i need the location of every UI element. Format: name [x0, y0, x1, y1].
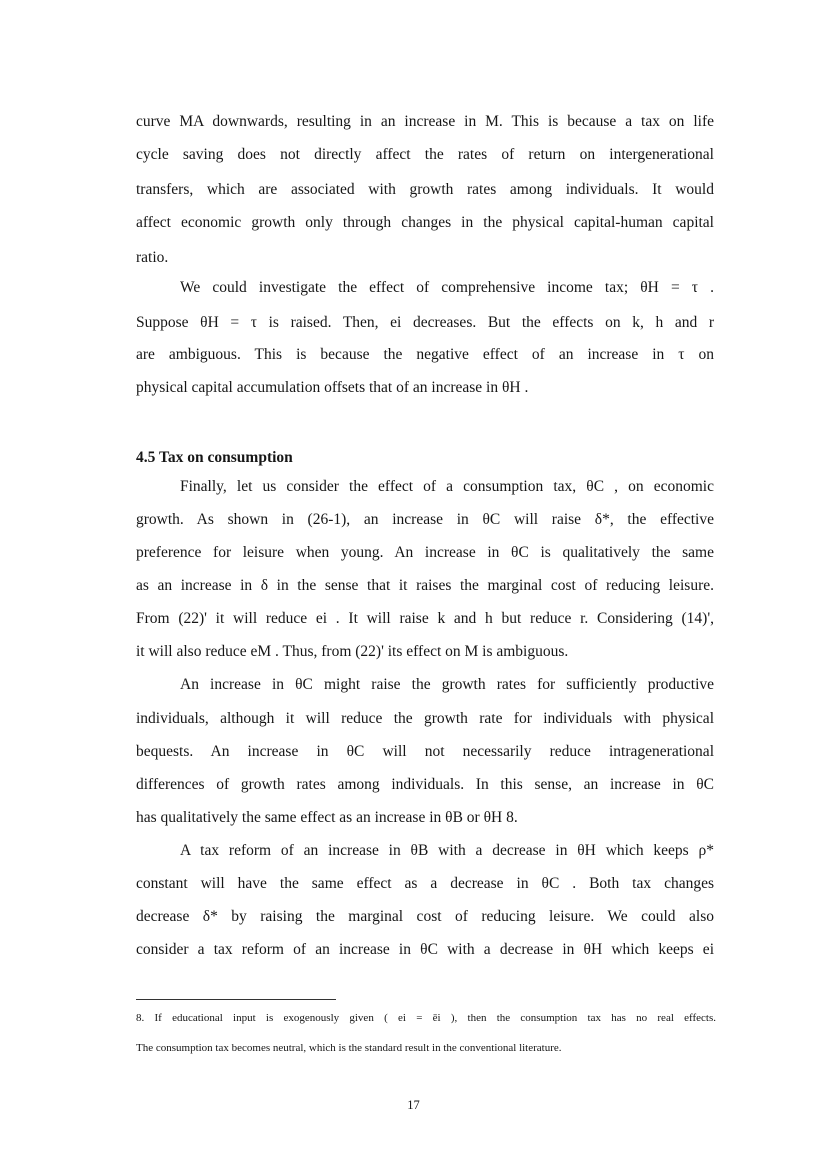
- body-line: constant will have the same effect as a decrease in θC . Both tax changes: [136, 875, 714, 892]
- body-line: has qualitatively the same effect as an increase in θB or θH 8.: [136, 809, 518, 826]
- body-line: as an increase in δ in the sense that it raises the marginal cost of reducing leisure.: [136, 577, 714, 594]
- body-line: curve MA downwards, resulting in an increase in M. This is because a tax on life: [136, 113, 714, 130]
- body-line: An increase in θC might raise the growth rates for sufficiently productive: [180, 676, 714, 693]
- footnote-line: 8. If educational input is exogenously given ( ei = ēi ), then the consumption tax has no real effects.: [136, 1012, 716, 1024]
- body-line: growth. As shown in (26-1), an increase in θC will raise δ*, the effective: [136, 511, 714, 528]
- body-line: individuals, although it will reduce the growth rate for individuals with physical: [136, 710, 714, 727]
- body-line: affect economic growth only through changes in the physical capital-human capital: [136, 214, 714, 231]
- body-line: physical capital accumulation offsets that of an increase in θH .: [136, 379, 529, 396]
- body-line: it will also reduce eM . Thus, from (22)' its effect on M is ambiguous.: [136, 643, 569, 660]
- page-number: 17: [407, 1098, 420, 1112]
- body-line: preference for leisure when young. An increase in θC is qualitatively the same: [136, 544, 714, 561]
- footnote-divider: [136, 999, 336, 1000]
- body-line: transfers, which are associated with growth rates among individuals. It would: [136, 181, 714, 198]
- body-line: are ambiguous. This is because the negative effect of an increase in τ on: [136, 346, 714, 363]
- body-line: bequests. An increase in θC will not necessarily reduce intragenerational: [136, 743, 714, 760]
- body-line: differences of growth rates among individuals. In this sense, an increase in θC: [136, 776, 714, 793]
- body-line: Suppose θH = τ is raised. Then, ei decreases. But the effects on k, h and r: [136, 314, 714, 331]
- footnote-line: The consumption tax becomes neutral, which is the standard result in the conventional literature.: [136, 1042, 562, 1054]
- body-line: decrease δ* by raising the marginal cost of reducing leisure. We could also: [136, 908, 714, 925]
- section-heading: 4.5 Tax on consumption: [136, 449, 293, 466]
- body-line: A tax reform of an increase in θB with a decrease in θH which keeps ρ*: [180, 842, 714, 859]
- body-line: cycle saving does not directly affect the rates of return on intergenerational: [136, 146, 714, 163]
- body-line: From (22)' it will reduce ei . It will raise k and h but reduce r. Considering (14)',: [136, 610, 714, 627]
- body-line: consider a tax reform of an increase in θC with a decrease in θH which keeps ei: [136, 941, 714, 958]
- body-line: We could investigate the effect of comprehensive income tax; θH = τ .: [180, 279, 714, 296]
- body-line: ratio.: [136, 249, 169, 266]
- body-line: Finally, let us consider the effect of a consumption tax, θC , on economic: [180, 478, 714, 495]
